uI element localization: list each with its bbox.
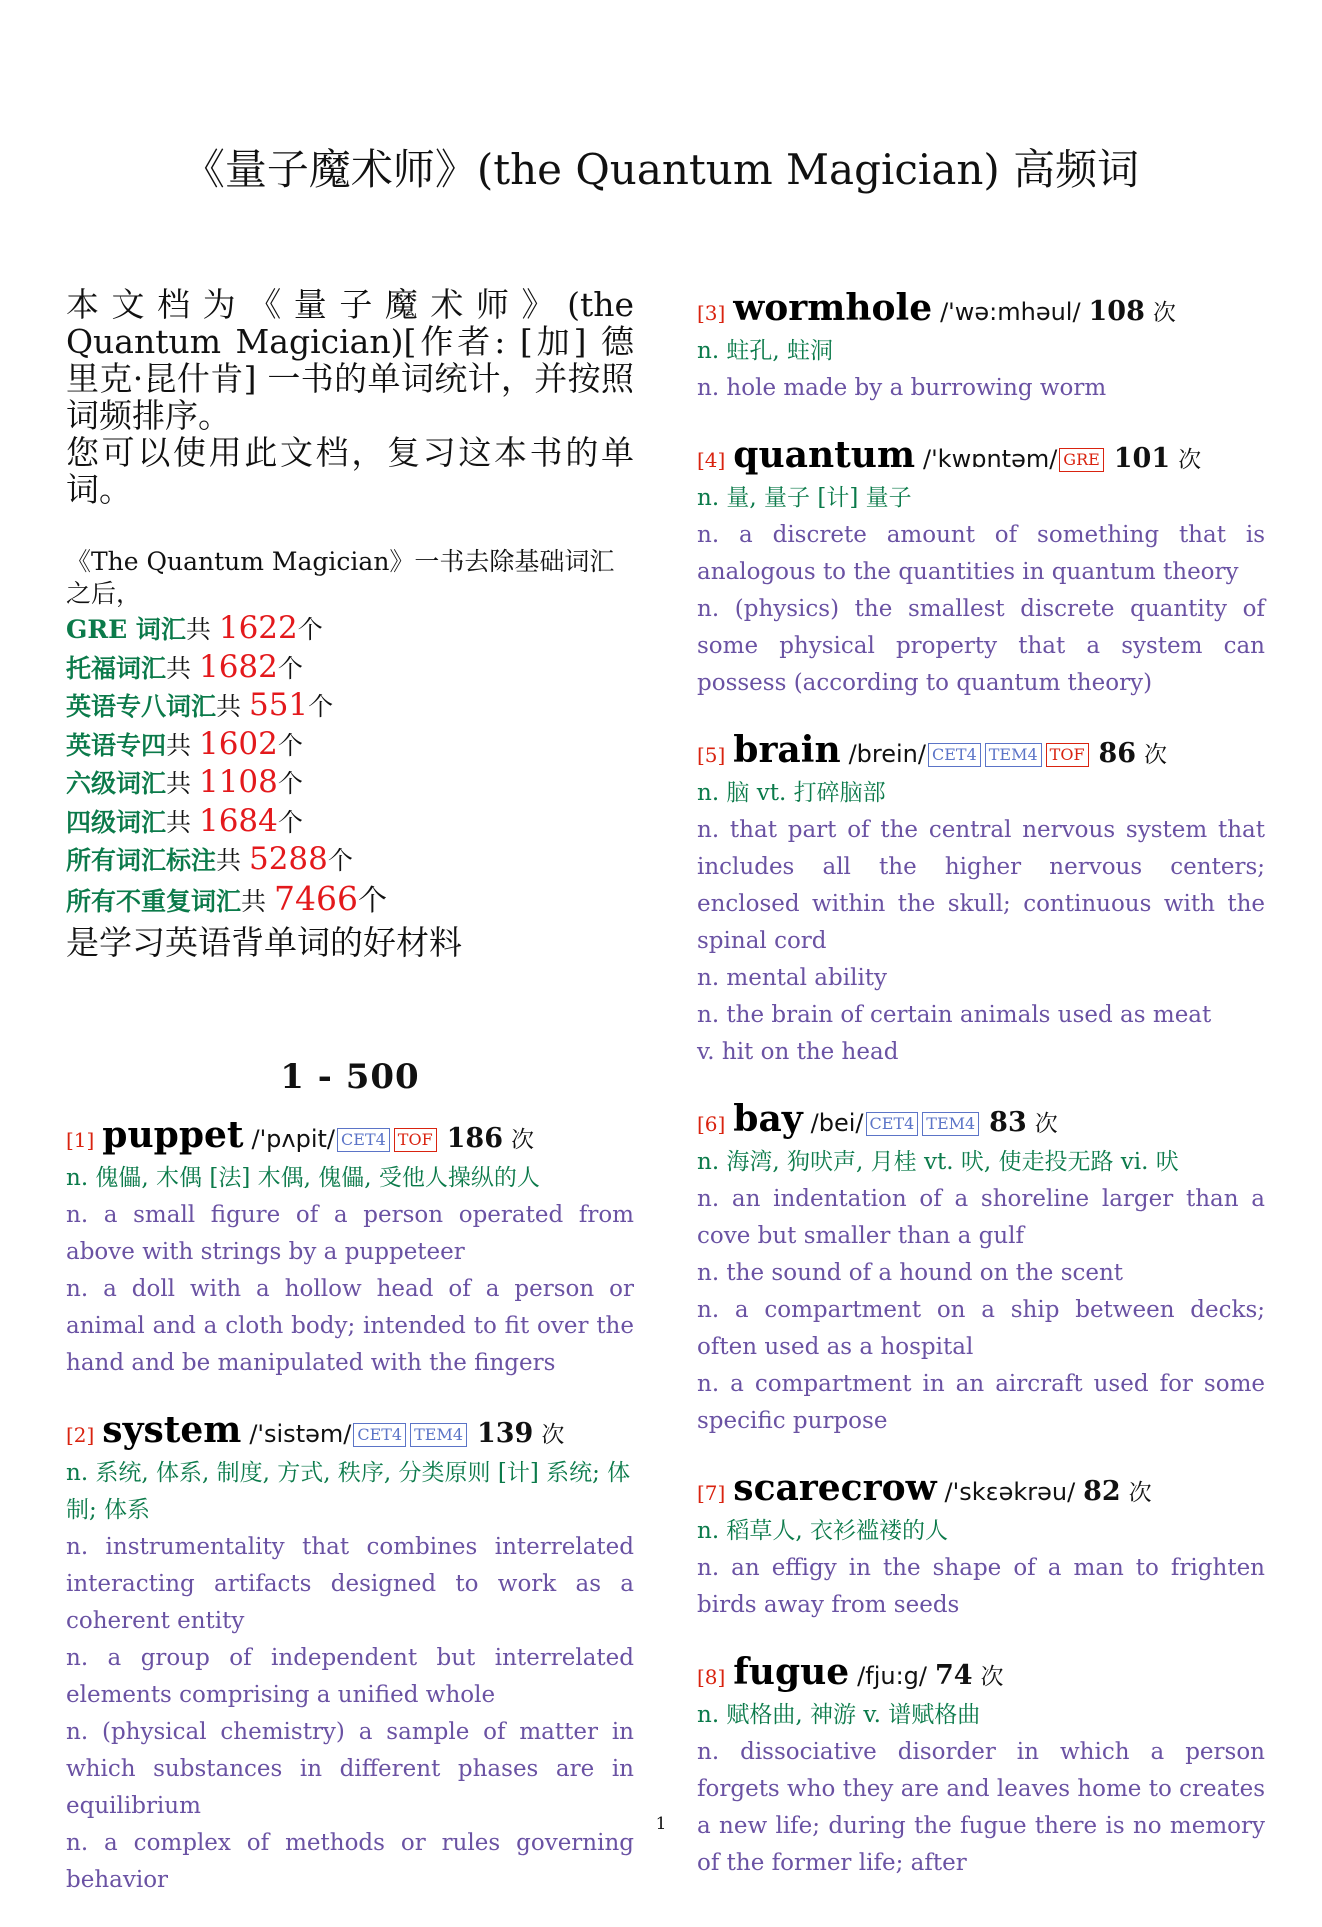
stat-unit: 个 <box>297 615 323 644</box>
exam-tag: TEM4 <box>985 743 1042 767</box>
pronunciation: /fju:g/ <box>857 1662 927 1690</box>
stat-line <box>66 610 634 649</box>
word-entry <box>697 288 1265 407</box>
stat-value: 7466 <box>273 878 358 918</box>
entry-index: [2] <box>66 1422 95 1447</box>
stat-value: 1682 <box>198 648 278 685</box>
headword: wormhole <box>733 287 933 329</box>
pronunciation: /bei/ <box>810 1109 864 1137</box>
frequency-count: 101 <box>1113 443 1171 474</box>
english-definition: n. a group of independent but interrelated elements comprising a unified whole <box>66 1644 634 1708</box>
stat-unit: 个 <box>357 882 387 917</box>
vocab-stats <box>66 546 634 965</box>
stat-value: 1602 <box>198 725 278 762</box>
stat-value: 1622 <box>218 610 298 646</box>
stat-unit: 个 <box>308 692 334 721</box>
english-definition: n. (physics) the smallest discrete quantity of some physical property that a system can possess (according to quantum theory) <box>697 596 1265 696</box>
exam-tag: TOF <box>394 1128 437 1152</box>
entry-index: [5] <box>697 743 726 767</box>
word-entry <box>697 435 1265 702</box>
stat-mid: 共 <box>166 807 199 837</box>
exam-tag: CET4 <box>928 743 981 767</box>
stat-value: 1684 <box>198 802 278 839</box>
chinese-definition: n. 赋格曲, 神游 v. 谱赋格曲 <box>697 1702 981 1728</box>
entry-header <box>697 1099 1265 1144</box>
english-definition: n. a complex of methods or rules governing behavior <box>66 1829 634 1893</box>
english-definition: n. the brain of certain animals used as meat <box>697 1002 1212 1028</box>
frequency-unit: 次 <box>1152 300 1176 326</box>
word-entry <box>697 1652 1265 1882</box>
frequency-count: 86 <box>1098 738 1137 769</box>
english-definition: n. a compartment on a ship between decks; often used as a hospital <box>697 1297 1265 1360</box>
headword: puppet <box>102 1113 244 1156</box>
stat-label: 四级词汇 <box>66 807 167 837</box>
stat-mid: 共 <box>185 615 219 644</box>
intro-paragraph-2: 您可以使用此文档，复习这本书的单词。 <box>66 433 634 509</box>
entry-header <box>697 730 1265 775</box>
entry-index: [7] <box>697 1481 726 1505</box>
right-entry-list <box>697 288 1265 1882</box>
entry-index: [1] <box>66 1127 95 1152</box>
stat-unit: 个 <box>277 807 303 837</box>
english-definition: n. the sound of a hound on the scent <box>697 1260 1124 1286</box>
range-heading: 1 - 500 <box>280 1056 420 1097</box>
english-definition: n. mental ability <box>697 965 888 991</box>
left-entry-list <box>66 1115 634 1899</box>
stat-label: 六级词汇 <box>66 769 167 798</box>
frequency-count: 108 <box>1088 296 1145 327</box>
stat-label: 英语专四 <box>66 730 167 760</box>
stats-footer: 是学习英语背单词的好材料 <box>66 922 462 962</box>
frequency-count: 83 <box>989 1107 1027 1138</box>
english-definition: n. that part of the central nervous system that includes all the higher nervous centers; enclosed within the skull; continuous with the spinal cord <box>697 817 1265 954</box>
stat-line <box>66 803 634 842</box>
left-column <box>66 286 634 1927</box>
frequency-unit: 次 <box>510 1126 534 1153</box>
exam-tag: CET4 <box>866 1112 919 1136</box>
exam-tag: GRE <box>1059 448 1104 472</box>
entry-header <box>697 435 1265 480</box>
chinese-definition: n. 蛀孔, 蛀洞 <box>697 338 834 364</box>
stat-value: 551 <box>248 687 309 723</box>
headword: quantum <box>733 434 916 476</box>
stat-mid: 共 <box>166 730 199 760</box>
chinese-definition: n. 量, 量子 [计] 量子 <box>697 485 912 511</box>
frequency-unit: 次 <box>1034 1111 1058 1137</box>
right-column <box>697 288 1265 1910</box>
chinese-definition: n. 稻草人, 衣衫褴褛的人 <box>697 1518 949 1544</box>
chinese-definition: n. 系统, 体系, 制度, 方式, 秩序, 分类原则 [计] 系统; 体制; 体系 <box>66 1459 631 1523</box>
entry-index: [6] <box>697 1112 726 1136</box>
headword: brain <box>733 729 841 771</box>
stat-mid: 共 <box>216 846 249 875</box>
frequency-count: 139 <box>476 1417 534 1449</box>
stat-line <box>66 841 634 880</box>
english-definition: n. instrumentality that combines interrelated interacting artifacts designed to work as a coherent entity <box>66 1533 634 1634</box>
page-number: 1 <box>655 1814 667 1834</box>
pronunciation: /'kwɒntəm/ <box>923 445 1058 473</box>
chinese-definition: n. 海湾, 狗吠声, 月桂 vt. 吠, 使走投无路 vi. 吠 <box>697 1149 1179 1175</box>
chinese-definition: n. 傀儡, 木偶 [法] 木偶, 傀儡, 受他人操纵的人 <box>66 1164 540 1191</box>
entry-header <box>697 288 1265 333</box>
stat-line <box>66 880 634 921</box>
pronunciation: /'pʌpit/ <box>251 1124 336 1153</box>
english-definition: n. a small figure of a person operated from above with strings by a puppeteer <box>66 1201 634 1265</box>
word-entry <box>697 1099 1265 1440</box>
english-definition: n. (physical chemistry) a sample of matter in which substances in different phases are in equilibrium <box>66 1718 634 1819</box>
entry-index: [3] <box>697 301 726 325</box>
intro-text <box>66 286 634 508</box>
frequency-count: 186 <box>446 1122 504 1154</box>
english-definition: n. dissociative disorder in which a person forgets who they are and leaves home to creates a new life; during the fugue there is no memory of the former life; after <box>697 1739 1265 1876</box>
stat-line <box>66 726 634 765</box>
stat-unit: 个 <box>277 653 303 683</box>
stat-value: 1108 <box>198 764 278 800</box>
headword: scarecrow <box>733 1467 937 1509</box>
stat-label: 英语专八词汇 <box>66 692 217 721</box>
stat-mid: 共 <box>166 769 199 798</box>
chinese-definition: n. 脑 vt. 打碎脑部 <box>697 780 886 806</box>
stat-mid: 共 <box>216 692 249 721</box>
frequency-count: 74 <box>934 1660 973 1691</box>
stat-unit: 个 <box>277 730 303 760</box>
stat-label: GRE 词汇 <box>66 615 186 644</box>
stat-label: 所有不重复词汇 <box>66 886 242 916</box>
exam-tag: CET4 <box>353 1423 406 1447</box>
english-definition: n. an effigy in the shape of a man to frighten birds away from seeds <box>697 1555 1265 1618</box>
entry-index: [4] <box>697 448 726 472</box>
page-title: 《量子魔术师》(the Quantum Magician) 高频词 <box>182 145 1140 194</box>
frequency-unit: 次 <box>980 1664 1004 1690</box>
frequency-unit: 次 <box>1144 742 1168 768</box>
stat-unit: 个 <box>327 846 353 875</box>
english-definition: n. a discrete amount of something that is analogous to the quantities in quantum theory <box>697 522 1265 585</box>
stats-head: 《The Quantum Magician》一书去除基础词汇之后， <box>66 547 615 608</box>
intro-paragraph-1: 本文档为《量子魔术师》(the Quantum Magician)[作者: [加] 德里克·昆什肯] 一书的单词统计，并按照词频排序。 <box>66 285 634 435</box>
pronunciation: /'sistəm/ <box>249 1419 352 1448</box>
word-entry <box>66 1115 634 1382</box>
entry-header <box>697 1468 1265 1513</box>
entry-header <box>66 1115 634 1160</box>
word-entry <box>697 730 1265 1071</box>
stat-unit: 个 <box>277 769 303 798</box>
pronunciation: /brein/ <box>848 740 926 768</box>
headword: system <box>102 1408 242 1451</box>
frequency-count: 82 <box>1083 1476 1121 1507</box>
stat-line <box>66 649 634 688</box>
entry-header <box>697 1652 1265 1697</box>
stat-label: 托福词汇 <box>66 653 167 683</box>
frequency-unit: 次 <box>1178 447 1202 473</box>
stat-value: 5288 <box>248 841 328 877</box>
word-entry <box>697 1468 1265 1624</box>
exam-tag: TEM4 <box>922 1112 979 1136</box>
headword: bay <box>733 1098 803 1140</box>
exam-tag: TOF <box>1046 743 1089 767</box>
pronunciation: /'skɛəkrəu/ <box>944 1478 1076 1506</box>
entry-index: [8] <box>697 1665 726 1689</box>
stat-mid: 共 <box>166 653 199 683</box>
stat-mid: 共 <box>241 886 274 916</box>
pronunciation: /'wə:mhəul/ <box>940 298 1081 326</box>
english-definition: n. an indentation of a shoreline larger than a cove but smaller than a gulf <box>697 1186 1265 1249</box>
stat-line <box>66 764 634 803</box>
exam-tag: TEM4 <box>410 1423 467 1447</box>
stat-label: 所有词汇标注 <box>66 846 217 875</box>
english-definition: n. a doll with a hollow head of a person or animal and a cloth body; intended to fit over the hand and be manipulated with the fingers <box>66 1275 634 1376</box>
english-definition: n. a compartment in an aircraft used for some specific purpose <box>697 1371 1265 1434</box>
exam-tag: CET4 <box>337 1128 390 1152</box>
english-definition: n. hole made by a burrowing worm <box>697 375 1107 401</box>
frequency-unit: 次 <box>1128 1480 1152 1506</box>
headword: fugue <box>733 1651 850 1693</box>
frequency-unit: 次 <box>541 1421 565 1448</box>
stat-line <box>66 687 634 726</box>
english-definition: v. hit on the head <box>697 1039 899 1065</box>
entry-header <box>66 1410 634 1455</box>
